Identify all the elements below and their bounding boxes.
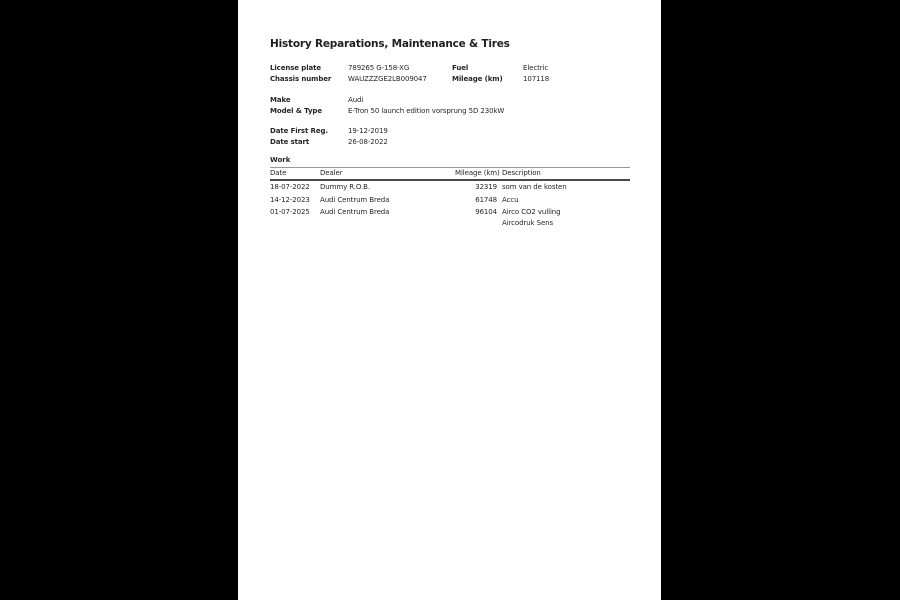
field-value-make: Audi — [348, 96, 364, 104]
field-label-date-first-reg: Date First Reg. — [270, 127, 328, 135]
work-table — [270, 167, 630, 229]
cell-date: 01-07-2025 — [270, 208, 310, 216]
cell-dealer: Dummy R.O.B. — [320, 183, 370, 191]
field-value-mileage: 107118 — [523, 75, 550, 83]
description-line: Airco CO2 vulling — [502, 208, 561, 216]
field-label-make: Make — [270, 96, 291, 104]
field-value-fuel: Electric — [523, 64, 549, 72]
info-row-make — [238, 95, 661, 106]
info-row-identification-1 — [238, 63, 661, 74]
field-label-license-plate: License plate — [270, 64, 322, 72]
page-title: History Reparations, Maintenance & Tires — [270, 38, 510, 50]
work-table-header-row — [270, 168, 630, 181]
work-section-heading: Work — [270, 156, 291, 164]
field-value-license-plate: 789265 G-158-XG — [348, 64, 410, 72]
column-header-description: Description — [497, 168, 630, 181]
field-value-date-start: 26-08-2022 — [348, 138, 388, 146]
table-row — [270, 206, 630, 229]
field-label-date-start: Date start — [270, 138, 310, 146]
cell-description — [497, 180, 630, 194]
info-row-identification-2 — [238, 74, 661, 85]
cell-description — [497, 206, 630, 229]
info-row-date-start — [238, 137, 661, 148]
field-value-date-first-reg: 19-12-2019 — [348, 127, 388, 135]
field-label-mileage: Mileage (km) — [452, 75, 503, 83]
cell-dealer: Audi Centrum Breda — [320, 195, 390, 204]
cell-mileage: 61748 — [475, 195, 497, 204]
cell-date: 18-07-2022 — [270, 183, 310, 191]
table-row — [270, 194, 630, 207]
cell-dealer: Audi Centrum Breda — [320, 208, 390, 216]
field-label-fuel: Fuel — [452, 64, 469, 72]
info-row-date-first-reg — [238, 126, 661, 137]
field-value-chassis-number: WAUZZZGE2LB009047 — [348, 75, 427, 83]
description-line: Aircodruk Sens — [502, 218, 554, 227]
field-value-model-type: E-Tron 50 launch edition vorsprung 5D 230kW — [348, 107, 505, 115]
cell-mileage: 32319 — [475, 183, 497, 191]
description-line: Accu — [502, 195, 519, 204]
cell-date: 14-12-2023 — [270, 195, 310, 204]
column-header-dealer: Dealer — [320, 168, 455, 181]
table-row — [270, 180, 630, 194]
cell-description — [497, 194, 630, 207]
column-header-date: Date — [270, 168, 320, 181]
description-line: som van de kosten — [502, 183, 567, 191]
field-label-chassis-number: Chassis number — [270, 75, 332, 83]
column-header-mileage: Mileage (km) — [455, 168, 497, 181]
field-label-model-type: Model & Type — [270, 107, 322, 115]
cell-mileage: 96104 — [475, 208, 497, 216]
info-row-model-type — [238, 106, 661, 117]
document-sheet — [238, 0, 661, 600]
